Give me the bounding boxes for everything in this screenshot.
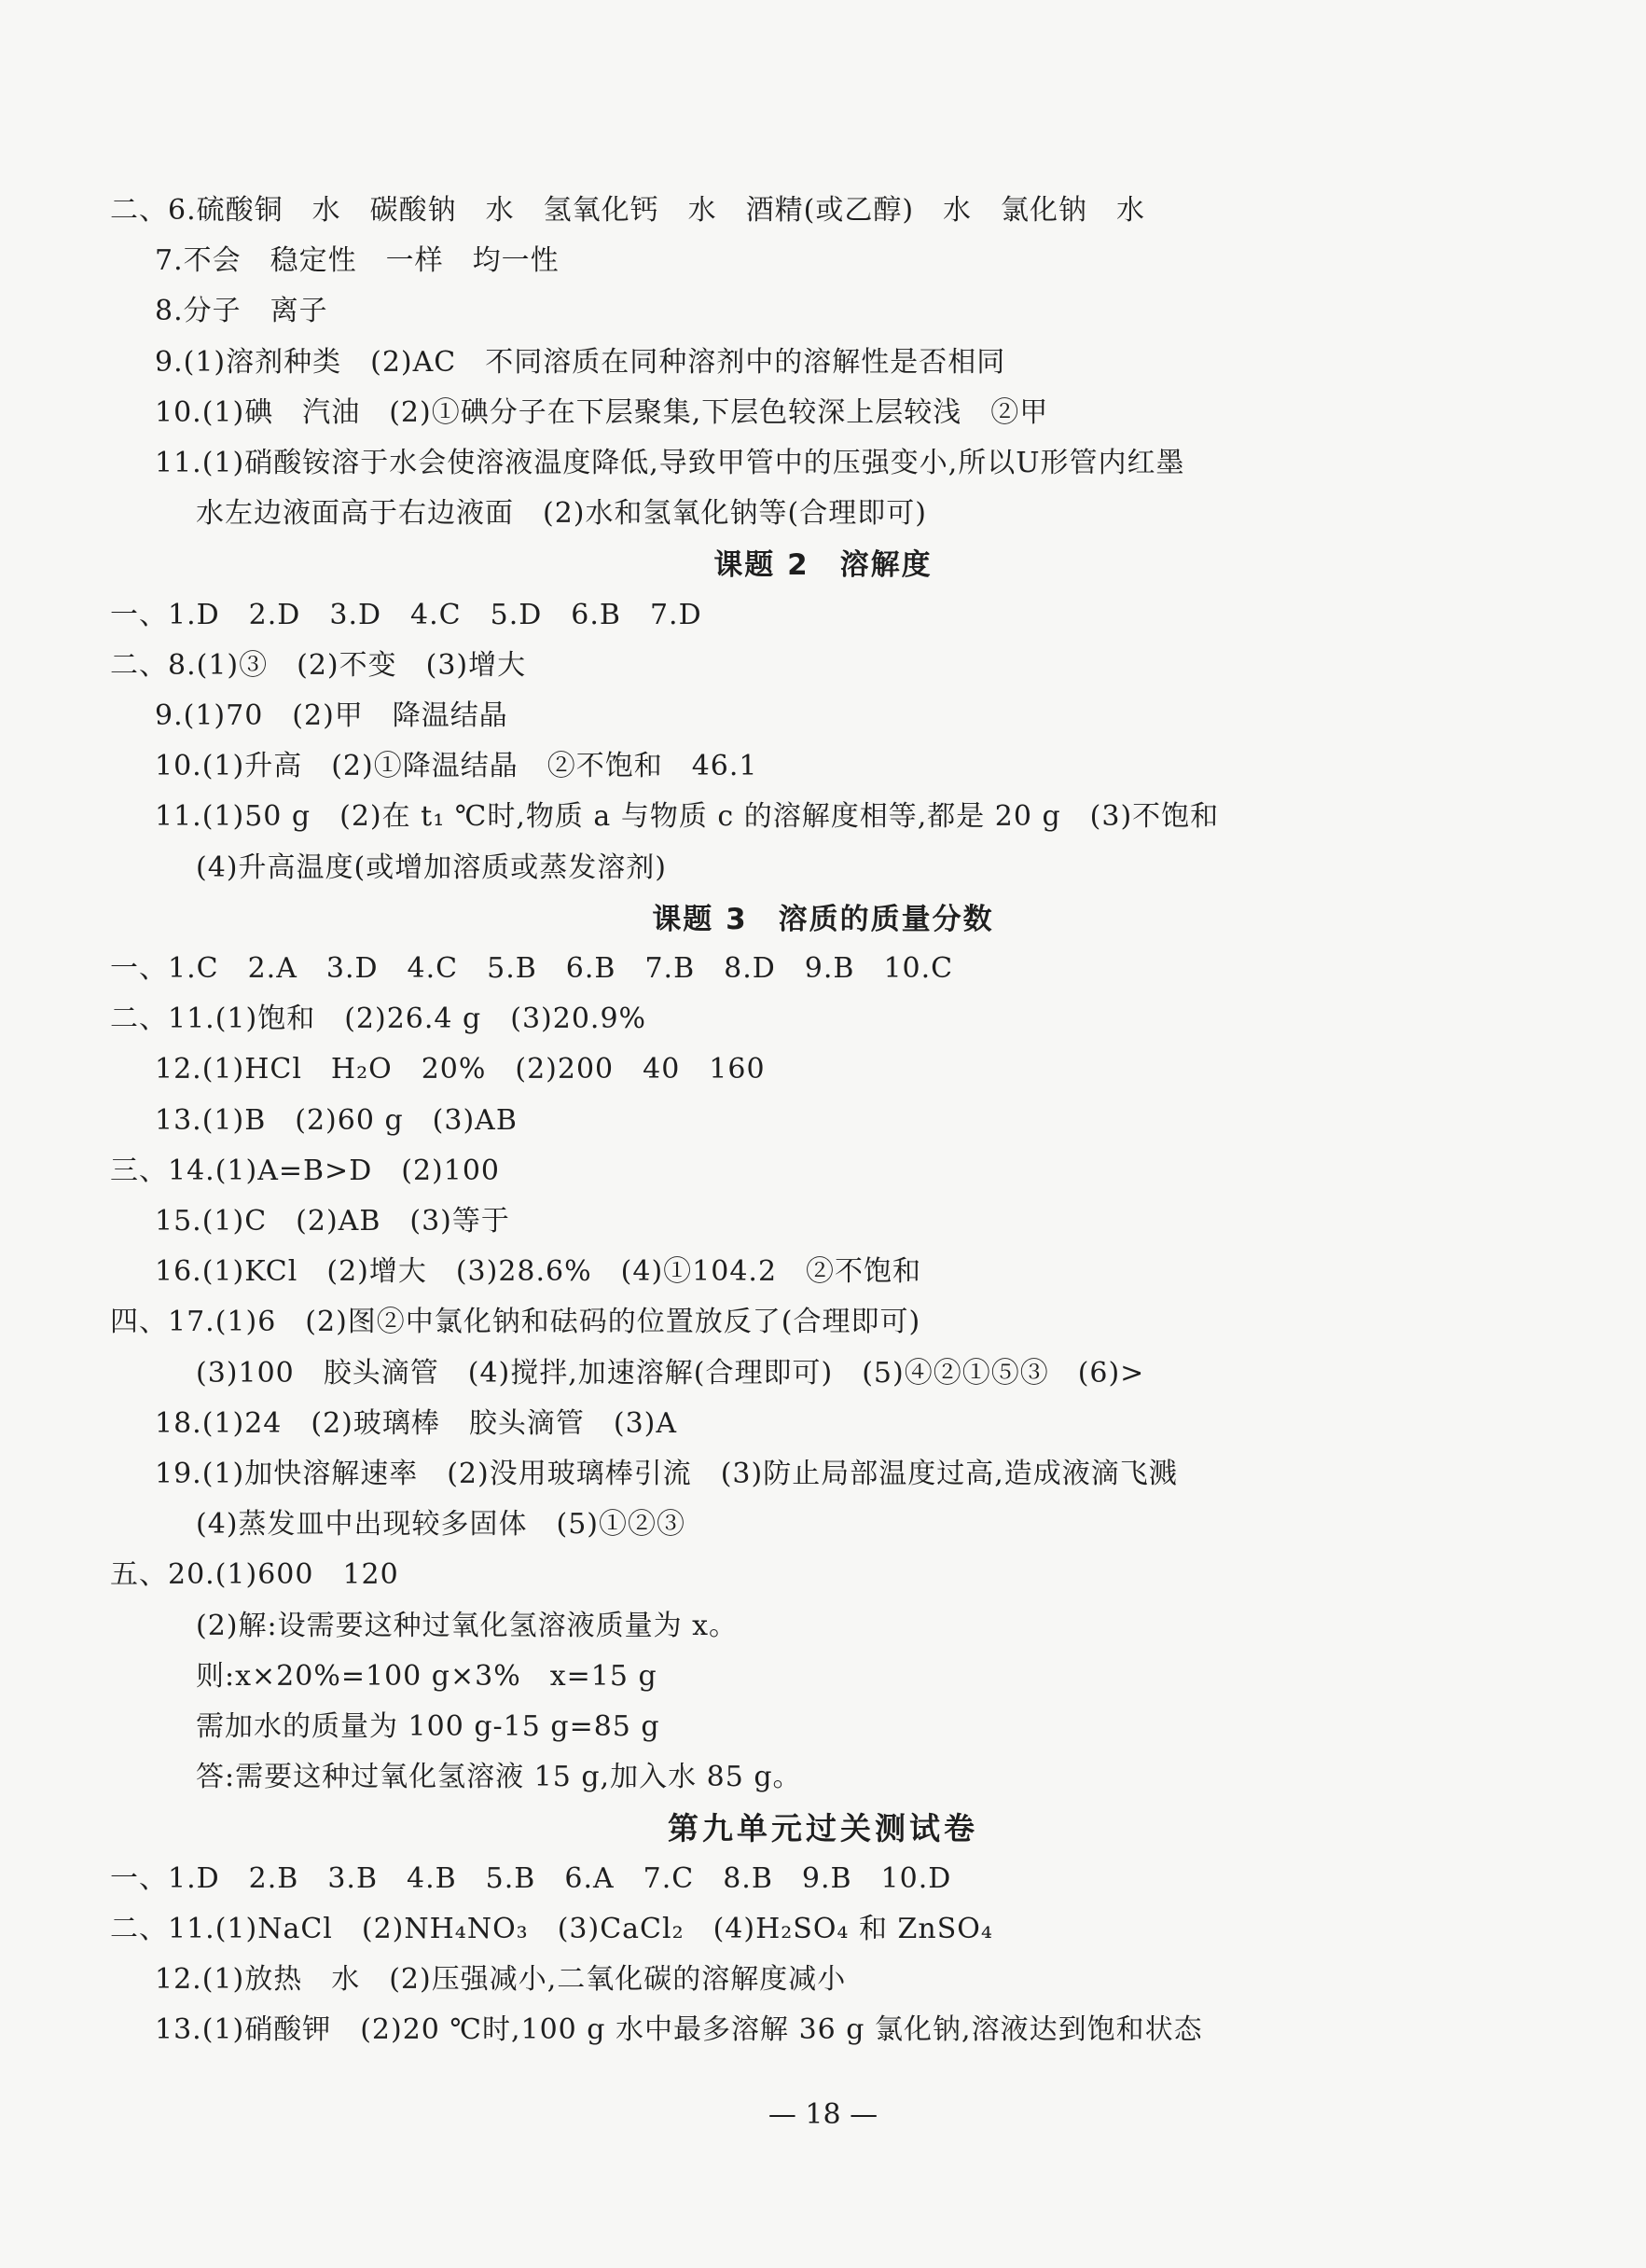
answer-line: 9.(1)70 (2)甲 降温结晶: [155, 699, 508, 732]
answer-line: 19.(1)加快溶解速率 (2)没用玻璃棒引流 (3)防止局部温度过高,造成液滴飞溅: [155, 1458, 1178, 1490]
answer-line: 二、8.(1)③ (2)不变 (3)增大: [110, 649, 527, 682]
answer-line: (4)升高温度(或增加溶质或蒸发溶剂): [196, 851, 667, 884]
answer-line: 15.(1)C (2)AB (3)等于: [155, 1205, 510, 1238]
answer-line: 18.(1)24 (2)玻璃棒 胶头滴管 (3)A: [155, 1407, 678, 1440]
answer-line: 答:需要这种过氧化氢溶液 15 g,加入水 85 g。: [196, 1761, 802, 1793]
answer-line: 7.不会 稳定性 一样 均一性: [155, 244, 560, 277]
answer-line: 五、20.(1)600 120: [110, 1558, 399, 1591]
answer-line: 一、1.C 2.A 3.D 4.C 5.B 6.B 7.B 8.D 9.B 10.C: [110, 952, 954, 985]
answer-line: 11.(1)50 g (2)在 t₁ ℃时,物质 a 与物质 c 的溶解度相等,都是 20 g (3)不饱和: [155, 800, 1220, 833]
answer-line: 则:x×20%=100 g×3% x=15 g: [196, 1660, 657, 1693]
answer-line: 水左边液面高于右边液面 (2)水和氢氧化钠等(合理即可): [196, 497, 927, 530]
answer-line: 需加水的质量为 100 g-15 g=85 g: [196, 1710, 660, 1743]
answer-line: 10.(1)碘 汽油 (2)①碘分子在下层聚集,下层色较深上层较浅 ②甲: [155, 396, 1049, 429]
answer-line: 四、17.(1)6 (2)图②中氯化钠和砝码的位置放反了(合理即可): [110, 1306, 921, 1338]
answer-line: 10.(1)升高 (2)①降温结晶 ②不饱和 46.1: [155, 750, 758, 782]
answer-line: 8.分子 离子: [155, 295, 328, 327]
answer-line: 9.(1)溶剂种类 (2)AC 不同溶质在同种溶剂中的溶解性是否相同: [155, 346, 1006, 379]
answer-line: 12.(1)放热 水 (2)压强减小,二氧化碳的溶解度减小: [155, 1963, 847, 1996]
answer-line: 三、14.(1)A=B>D (2)100: [110, 1155, 500, 1187]
page-number: — 18 —: [768, 2098, 878, 2131]
section-heading: 课题 2 溶解度: [713, 548, 933, 582]
answer-line: 11.(1)硝酸铵溶于水会使溶液温度降低,导致甲管中的压强变小,所以U形管内红墨: [155, 447, 1185, 479]
answer-line: 二、11.(1)饱和 (2)26.4 g (3)20.9%: [110, 1003, 647, 1035]
answer-line: (3)100 胶头滴管 (4)搅拌,加速溶解(合理即可) (5)④②①⑤③ (6)>: [196, 1357, 1145, 1390]
answer-line: 二、6.硫酸铜 水 碳酸钠 水 氢氧化钙 水 酒精(或乙醇) 水 氯化钠 水: [110, 194, 1146, 227]
answer-line: 13.(1)硝酸钾 (2)20 ℃时,100 g 水中最多溶解 36 g 氯化钠,溶液达到饱和状态: [155, 2013, 1203, 2046]
answer-line: 13.(1)B (2)60 g (3)AB: [155, 1104, 518, 1137]
section-heading: 第九单元过关测试卷: [668, 1810, 978, 1846]
section-heading: 课题 3 溶质的质量分数: [652, 903, 994, 936]
answer-line: (2)解:设需要这种过氧化氢溶液质量为 x。: [196, 1610, 739, 1642]
answer-line: 12.(1)HCl H₂O 20% (2)200 40 160: [155, 1053, 766, 1086]
answer-line: 二、11.(1)NaCl (2)NH₄NO₃ (3)CaCl₂ (4)H₂SO₄ 和 ZnSO₄: [110, 1913, 993, 1945]
answer-line: 一、1.D 2.D 3.D 4.C 5.D 6.B 7.D: [110, 599, 702, 631]
answer-line: 一、1.D 2.B 3.B 4.B 5.B 6.A 7.C 8.B 9.B 10.D: [110, 1862, 952, 1895]
answer-line: 16.(1)KCl (2)增大 (3)28.6% (4)①104.2 ②不饱和: [155, 1255, 922, 1288]
answer-line: (4)蒸发皿中出现较多固体 (5)①②③: [196, 1508, 685, 1541]
